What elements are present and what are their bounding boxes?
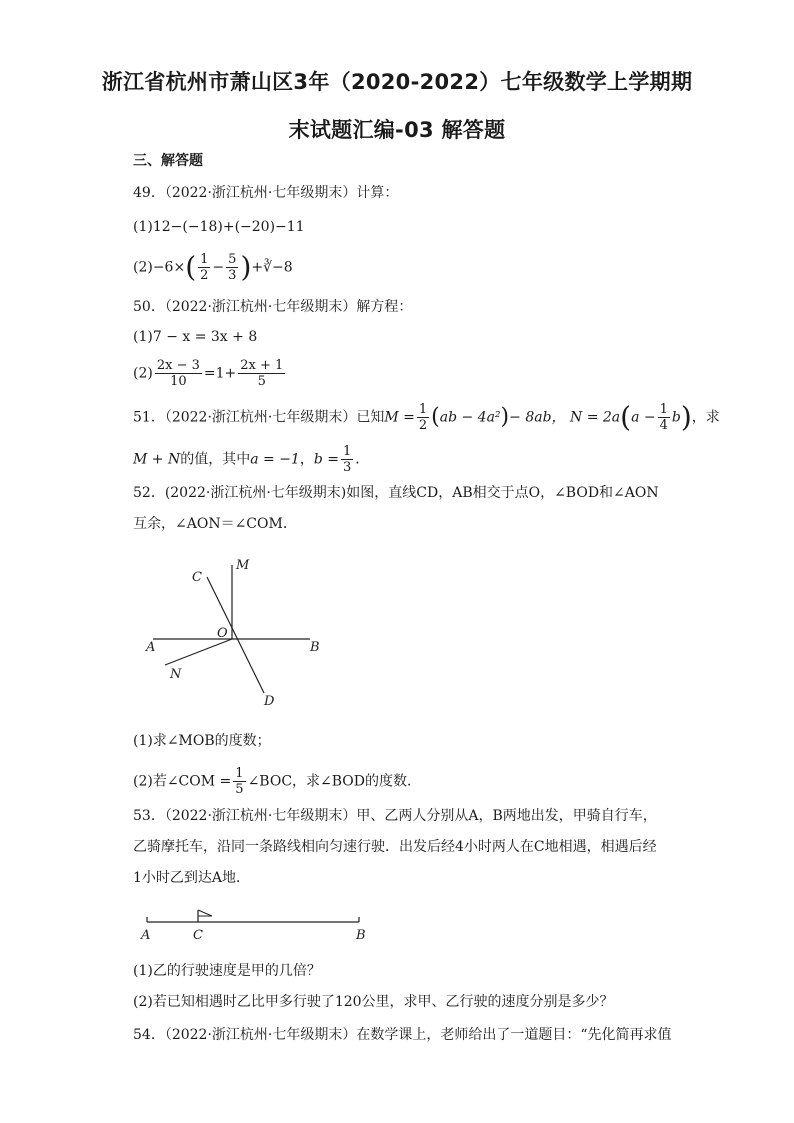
q52-line2: 互余，∠AON＝∠COM． xyxy=(133,516,297,532)
label-b: B xyxy=(356,928,366,943)
q53-sub2: (2)若已知相遇时乙比甲多行驶了120公里，求甲、乙行驶的速度分别是多少？ xyxy=(133,994,614,1010)
m-plus-n: M + N xyxy=(133,451,181,468)
fraction: $\frac{1}{2}$ xyxy=(200,252,209,283)
label-c: C xyxy=(192,570,202,585)
q52-sub2-lead: (2)若∠COM = xyxy=(133,773,232,790)
close-paren: ) xyxy=(240,250,252,284)
fraction: $\frac{5}{3}$ xyxy=(228,252,237,283)
flag-icon xyxy=(198,910,212,916)
label-b: B xyxy=(310,640,320,655)
open-paren: ( xyxy=(431,404,440,430)
n-tail: ，求 xyxy=(691,409,720,426)
m-body: ab − 4a² xyxy=(439,409,501,426)
m-definition: M = xyxy=(384,409,415,426)
a-value: a = −1 xyxy=(250,451,300,468)
q49-part1: (1)12−(−18)+(−20)−11 xyxy=(133,219,305,235)
label-o: O xyxy=(217,626,228,641)
open-paren: ( xyxy=(185,250,197,284)
comma: ， xyxy=(299,451,314,468)
n-definition: N = 2a xyxy=(570,409,621,426)
q52-sub2-tail: ∠BOC，求∠BOD的度数． xyxy=(247,773,422,790)
q52-sub2 xyxy=(133,766,421,797)
q49-part2 xyxy=(133,252,293,283)
close-paren: ) xyxy=(500,404,510,430)
q49-prompt: 49．（2022·浙江杭州·七年级期末）计算： xyxy=(133,185,399,201)
fraction: $\frac{1}{2}$ xyxy=(418,402,428,433)
q49-part2-lead: (2)−6× xyxy=(133,259,186,276)
q51-line2 xyxy=(133,444,369,475)
q50-part1: (1)7 − x = 3x + 8 xyxy=(133,329,258,345)
b-value: b = xyxy=(313,451,339,468)
m-tail: − 8ab， xyxy=(509,409,566,426)
equals-one-plus: =1+ xyxy=(203,365,237,382)
q50-part2-lead: (2) xyxy=(133,365,153,382)
value-where: 的值，其中 xyxy=(180,451,251,468)
fraction: $\frac{2x + 1}{5}$ xyxy=(240,358,284,389)
close-paren: ) xyxy=(680,400,692,434)
q53-line1: 53．（2022·浙江杭州·七年级期末）甲、乙两人分别从A，B两地出发，甲骑自行车， xyxy=(133,808,657,824)
line-cd xyxy=(207,577,264,693)
section-heading: 三、解答题 xyxy=(133,153,203,169)
n-body: a − xyxy=(631,409,656,426)
label-m: M xyxy=(236,558,250,573)
label-d: D xyxy=(264,694,275,709)
fraction: $\frac{2x - 3}{10}$ xyxy=(156,358,200,389)
label-c: C xyxy=(193,928,203,943)
label-a: A xyxy=(146,640,156,655)
angle-diagram xyxy=(140,555,340,715)
n-body-b: b xyxy=(671,409,681,426)
q51-prompt: 51．（2022·浙江杭州·七年级期末）已知 xyxy=(133,409,385,426)
q52-line1: 52．(2022·浙江杭州·七年级期末)如图，直线CD，AB相交于点O，∠BOD和∠AON xyxy=(133,485,659,501)
q53-line2: 乙骑摩托车，沿同一条路线相向匀速行驶．出发后经4小时两人在C地相遇，相遇后经 xyxy=(133,839,657,855)
period: ． xyxy=(355,451,370,468)
q50-part2 xyxy=(133,358,287,389)
q53-sub1: (1)乙的行驶速度是甲的几倍？ xyxy=(133,963,321,979)
q51-line1 xyxy=(133,402,720,433)
document-title-line1: 浙江省杭州市萧山区3年（2020-2022）七年级数学上学期期 xyxy=(101,70,693,94)
q54-line1: 54．（2022·浙江杭州·七年级期末）在数学课上，老师给出了一道题目：“先化简再求值 xyxy=(133,1027,672,1043)
q50-prompt: 50．（2022·浙江杭州·七年级期末）解方程： xyxy=(133,299,413,315)
label-a: A xyxy=(141,928,151,943)
fraction: $\frac{1}{5}$ xyxy=(235,766,244,797)
document-title-line2: 末试题汇编-03 解答题 xyxy=(288,118,506,142)
label-n: N xyxy=(170,667,182,682)
q52-sub1: (1)求∠MOB的度数； xyxy=(133,733,271,749)
open-paren: ( xyxy=(620,400,632,434)
ray-on xyxy=(165,639,232,665)
fraction: $\frac{1}{4}$ xyxy=(659,402,668,433)
q49-part2-tail: +∛−8 xyxy=(251,259,293,276)
fraction: $\frac{1}{3}$ xyxy=(343,444,352,475)
minus-sign: − xyxy=(212,259,225,276)
q53-line3: 1小时乙到达A地． xyxy=(133,870,251,886)
route-diagram xyxy=(135,903,375,945)
